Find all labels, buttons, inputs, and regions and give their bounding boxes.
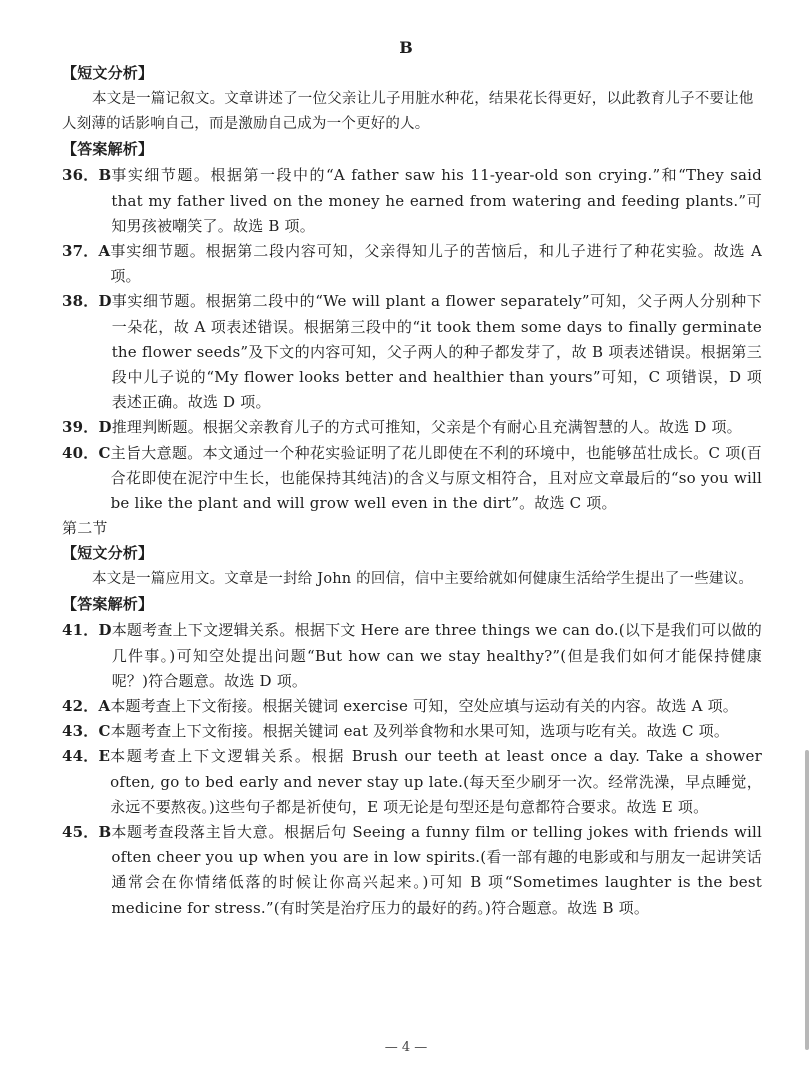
scrollbar-thumb[interactable]: [805, 750, 809, 1050]
answer-number: 41．D: [62, 621, 112, 640]
section-letter: B: [399, 38, 413, 57]
answer-explanation: 本题考查段落主旨大意。根据后句 Seeing a funny film or telling jokes with friends will often cheer you up when you are in low spirits.(看一部有趣的电影或和与朋友一起讲笑话通常会在你情绪低落的时候让你高兴起来。)可知 B 项“Sometimes laughter is the best medicine for stress.”(有时笑是治疗压力的最好的药。)符合题意。故选 B 项。: [111, 823, 762, 917]
answer-item-43: [62, 719, 762, 744]
answer-number: 38．D: [62, 292, 112, 311]
answer-number: 43．C: [62, 722, 111, 741]
answers-heading-1: 【答案解析】: [62, 140, 154, 159]
answer-explanation: 本题考查上下文逻辑关系。根据下文 Here are three things we can do.(以下是我们可以做的几件事。)可知空处提出问题“But how can we stay healthy?”(但是我们如何才能保持健康呢？)符合题意。故选 D 项。: [111, 621, 762, 690]
answer-explanation: 事实细节题。根据第二段内容可知，父亲得知儿子的苦恼后，和儿子进行了种花实验。故选 A 项。: [110, 242, 762, 286]
scrollbar[interactable]: [802, 0, 812, 1081]
answer-item-39: [62, 415, 762, 440]
answer-item-36: [62, 163, 762, 239]
answer-item-40: [62, 441, 762, 517]
answer-number: 44．E: [62, 747, 111, 766]
content-body: [62, 61, 762, 921]
answer-number: 45．B: [62, 823, 112, 842]
answer-item-41: [62, 618, 762, 694]
answer-number: 39．D: [62, 418, 112, 437]
answer-number: 37．A: [62, 242, 111, 261]
answer-explanation: 本题考查上下文逻辑关系。根据 Brush our teeth at least once a day. Take a shower often, go to bed early and never stay up late.(每天至少刷牙一次。经常洗澡，早点睡觉，永远不要熬夜。)这些句子都是祈使句，E 项无论是句型还是句意都符合要求。故选 E 项。: [110, 747, 762, 816]
analysis-heading-2: 【短文分析】: [62, 544, 154, 563]
answer-item-44: [62, 744, 762, 820]
answer-explanation: 主旨大意题。本文通过一个种花实验证明了花儿即使在不利的环境中，也能够茁壮成长。C 项(百合花即使在泥泞中生长，也能保持其纯洁)的含义与原文相符合，且对应文章最后的“so you will be like the plant and will grow well even in the dirt”。故选 C 项。: [110, 443, 762, 513]
section-title-2: 第二节: [62, 519, 108, 538]
page-number: — 4 —: [384, 1040, 428, 1055]
analysis-text-1: 本文是一篇记叙文。文章讲述了一位父亲让儿子用脏水种花，结果花长得更好，以此教育儿子不要让他人刻薄的话影响自己，而是激励自己成为一个更好的人。: [62, 91, 754, 133]
answer-explanation: 本题考查上下文衔接。根据关键词 exercise 可知，空处应填与运动有关的内容。故选 A 项。: [110, 697, 738, 716]
answer-explanation: 本题考查上下文衔接。根据关键词 eat 及列举食物和水果可知，选项与吃有关。故选 C 项。: [110, 722, 730, 741]
answer-explanation: 推理判断题。根据父亲教育儿子的方式可推知，父亲是个有耐心且充满智慧的人。故选 D 项。: [111, 418, 742, 437]
analysis-heading-1: 【短文分析】: [62, 64, 154, 82]
answer-item-42: [62, 694, 762, 719]
answer-number: 40．C: [62, 443, 111, 462]
answer-item-37: [62, 239, 762, 289]
answer-explanation: 事实细节题。根据第二段中的“We will plant a flower separately”可知，父子两人分别种下一朵花，故 A 项表述错误。根据第三段中的“it took them some days to finally germinate the flower seeds”及下文的内容可知，父子两人的种子都发芽了，故 B 项表述错误。根据第三段中儿子说的“My flower looks better and healthier than yours”可知，C 项错误，D 项表述正确。故选 D 项。: [111, 292, 762, 412]
analysis-text-2: 本文是一篇应用文。文章是一封给 John 的回信，信中主要给就如何健康生活给学生提出了一些建议。: [92, 571, 754, 588]
answer-number: 36．B: [62, 166, 112, 185]
answer-explanation: 事实细节题。根据第一段中的“A father saw his 11-year-old son crying.”和“They said that my father lived on the money he earned from watering and feeding plants.”可知男孩被嘲笑了。故选 B 项。: [111, 166, 762, 235]
answer-number: 42．A: [62, 697, 111, 716]
answers-heading-2: 【答案解析】: [62, 595, 154, 614]
answer-item-45: [62, 820, 762, 921]
answer-item-38: [62, 289, 762, 415]
